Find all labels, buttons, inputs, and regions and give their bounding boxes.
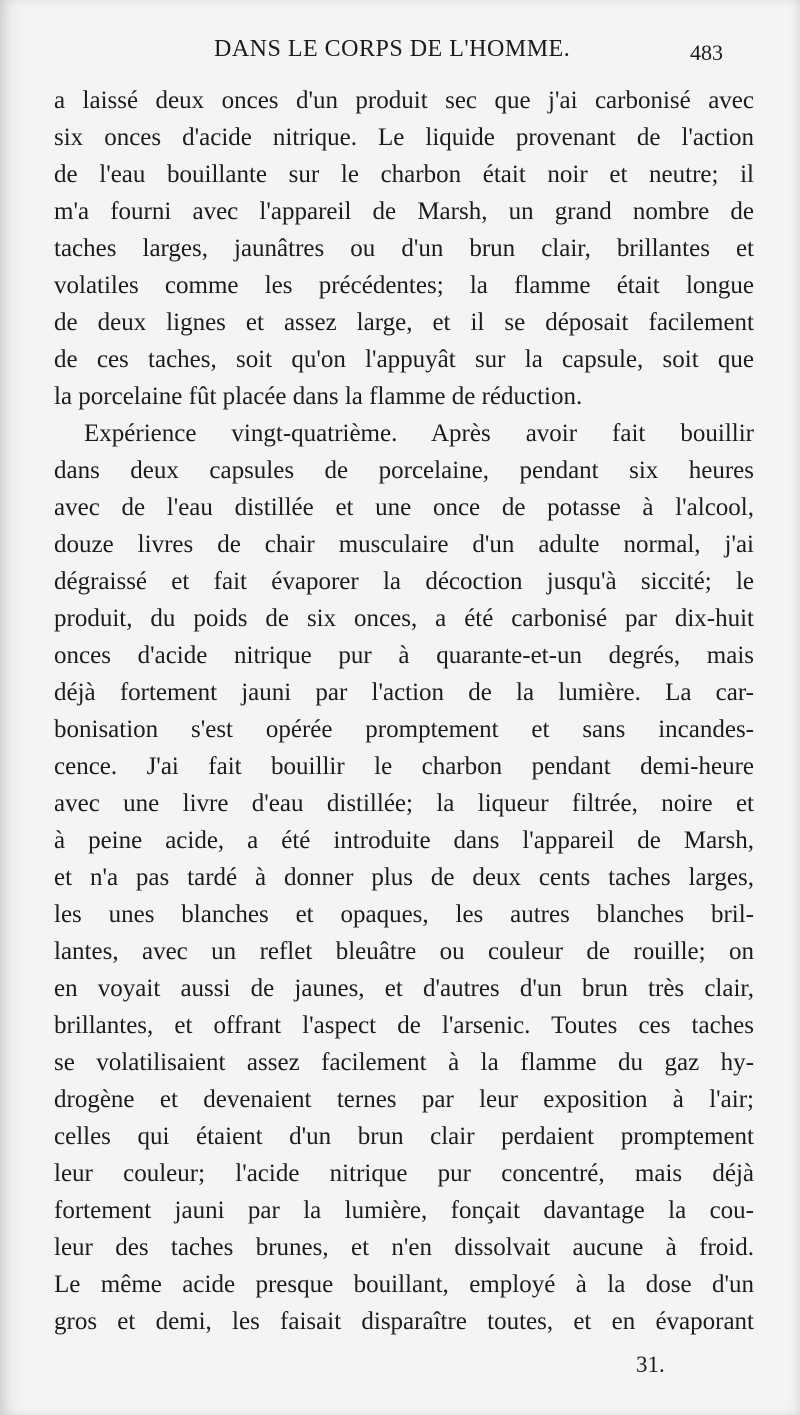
text-line: avec de l'eau distillée et une once de potasse à l'alcool, (54, 494, 754, 521)
text-line: avec une livre d'eau distillée; la liqueur filtrée, noire et (54, 790, 754, 817)
page-header (0, 36, 800, 76)
text-line: brillantes, et offrant l'aspect de l'arsenic. Toutes ces taches (54, 1012, 754, 1039)
text-line: déjà fortement jauni par l'action de la lumière. La car- (54, 679, 754, 706)
running-head: DANS LE CORPS DE L'HOMME. (214, 36, 571, 62)
text-line: gros et demi, les faisait disparaître toutes, et en évaporant (54, 1308, 754, 1335)
text-line: Le même acide presque bouillant, employé à la dose d'un (54, 1271, 754, 1298)
text-line: et n'a pas tardé à donner plus de deux cents taches larges, (54, 864, 754, 891)
signature-mark: 31. (636, 1352, 665, 1377)
text-line: dégraissé et fait évaporer la décoction jusqu'à siccité; le (54, 568, 754, 595)
text-line: fortement jauni par la lumière, fonçait davantage la cou- (54, 1197, 754, 1224)
text-line: dans deux capsules de porcelaine, pendant six heures (54, 457, 754, 484)
text-line: lantes, avec un reflet bleuâtre ou couleur de rouille; on (54, 938, 754, 965)
text-line: celles qui étaient d'un brun clair perdaient promptement (54, 1123, 754, 1150)
text-line: douze livres de chair musculaire d'un adulte normal, j'ai (54, 531, 754, 558)
text-line: de l'eau bouillante sur le charbon était noir et neutre; il (54, 161, 754, 188)
text-line: bonisation s'est opérée promptement et sans incandes- (54, 716, 754, 743)
text-line: la porcelaine fût placée dans la flamme de réduction. (54, 383, 583, 410)
text-line: volatiles comme les précédentes; la flamme était longue (54, 272, 754, 299)
text-line: de ces taches, soit qu'on l'appuyât sur la capsule, soit que (54, 346, 754, 373)
text-line: en voyait aussi de jaunes, et d'autres d'un brun très clair, (54, 975, 754, 1002)
text-line: six onces d'acide nitrique. Le liquide provenant de l'action (54, 124, 754, 151)
text-line: à peine acide, a été introduite dans l'appareil de Marsh, (54, 827, 754, 854)
text-line: produit, du poids de six onces, a été carbonisé par dix-huit (54, 605, 754, 632)
text-line: se volatilisaient assez facilement à la flamme du gaz hy- (54, 1049, 754, 1076)
text-line: Expérience vingt-quatrième. Après avoir fait bouillir (84, 420, 754, 447)
text-line: leur couleur; l'acide nitrique pur concentré, mais déjà (54, 1160, 754, 1187)
page-number: 483 (690, 40, 723, 65)
text-line: les unes blanches et opaques, les autres blanches bril- (54, 901, 754, 928)
text-line: a laissé deux onces d'un produit sec que j'ai carbonisé avec (54, 87, 754, 114)
text-line: onces d'acide nitrique pur à quarante-et-un degrés, mais (54, 642, 754, 669)
text-line: taches larges, jaunâtres ou d'un brun clair, brillantes et (54, 235, 754, 262)
text-line: drogène et devenaient ternes par leur exposition à l'air; (54, 1086, 754, 1113)
text-line: leur des taches brunes, et n'en dissolvait aucune à froid. (54, 1234, 754, 1261)
text-line: m'a fourni avec l'appareil de Marsh, un grand nombre de (54, 198, 754, 225)
body-text (54, 82, 754, 1340)
text-line: cence. J'ai fait bouillir le charbon pendant demi-heure (54, 753, 754, 780)
text-line: de deux lignes et assez large, et il se déposait facilement (54, 309, 754, 336)
